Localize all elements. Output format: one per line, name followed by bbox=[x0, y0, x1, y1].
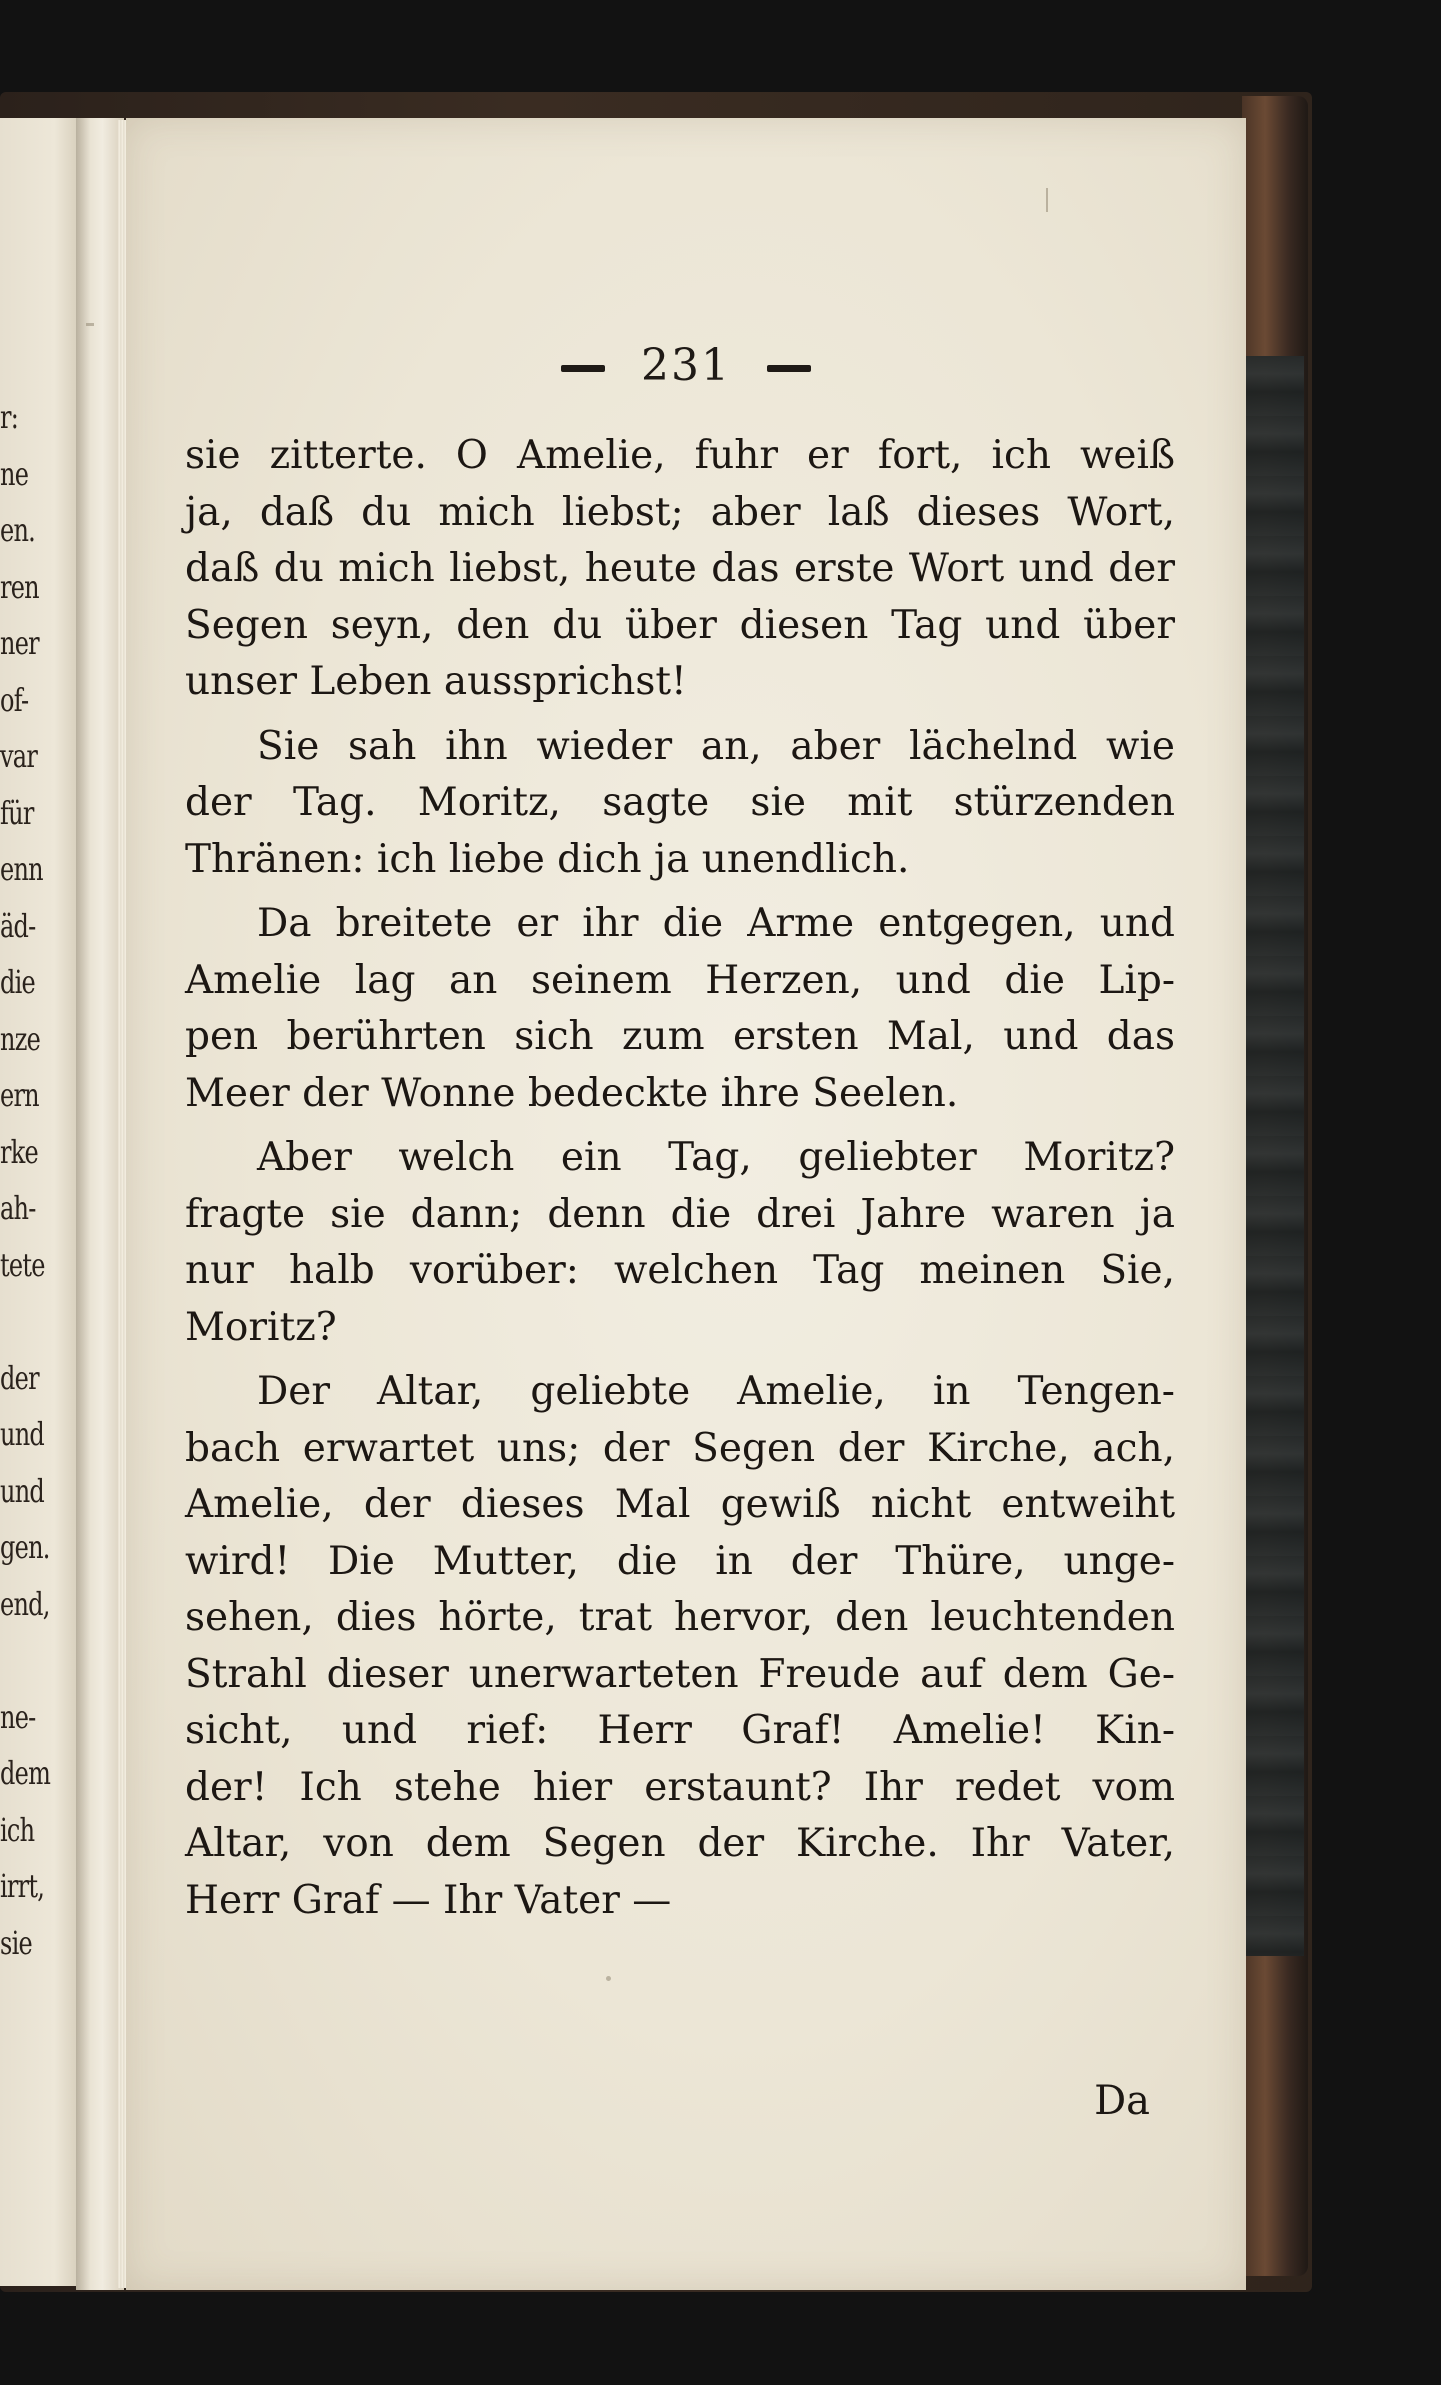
text-line: der Tag. Moritz, sagte sie mit stürzenden bbox=[185, 780, 1175, 825]
text-line: Amelie lag an seinem Herzen, und die Lip- bbox=[185, 957, 1175, 1003]
book-cover-edge bbox=[1242, 96, 1308, 2276]
text-line: Strahl dieser unerwarteten Freude auf dem Ge- bbox=[185, 1651, 1175, 1697]
text-line: Altar, von dem Segen der Kirche. Ihr Vater, bbox=[185, 1821, 1175, 1866]
paper-speck bbox=[1046, 188, 1048, 212]
paper-speck bbox=[86, 323, 94, 326]
text-line: nur halb vorüber: welchen Tag meinen Sie, bbox=[185, 1248, 1175, 1293]
previous-page-line-end: rke bbox=[0, 1132, 38, 1171]
text-line: unser Leben aussprichst! bbox=[185, 659, 687, 704]
previous-page-line-end: nze bbox=[0, 1019, 41, 1058]
text-line: ja, daß du mich liebst; aber laß dieses Wort, bbox=[185, 489, 1175, 535]
previous-page-line-end: en. bbox=[0, 511, 36, 549]
previous-page-line-end: die bbox=[0, 963, 35, 1001]
text-line: Segen seyn, den du über diesen Tag und über bbox=[185, 602, 1175, 648]
previous-page-line-end: ne bbox=[0, 454, 29, 493]
text-line: Aber welch ein Tag, geliebter Moritz? bbox=[257, 1135, 1175, 1180]
page-number: 231 bbox=[641, 340, 731, 391]
header-dash-right bbox=[767, 365, 811, 372]
text-line: Da breitete er ihr die Arme entgegen, und bbox=[257, 901, 1175, 946]
text-line: daß du mich liebst, heute das erste Wort und der bbox=[185, 546, 1175, 591]
previous-page-line-end: tete bbox=[0, 1245, 45, 1284]
text-line: fragte sie dann; denn die drei Jahre waren ja bbox=[185, 1191, 1175, 1237]
paper-speck bbox=[606, 1976, 611, 1981]
previous-page-line-ends bbox=[0, 118, 78, 2286]
text-line: Sie sah ihn wieder an, aber lächelnd wie bbox=[257, 723, 1175, 769]
previous-page-line-end: var bbox=[0, 737, 38, 775]
previous-page-line-end: ner bbox=[0, 624, 39, 662]
previous-page-line-end: r: bbox=[0, 398, 19, 436]
paragraph bbox=[185, 896, 1175, 1122]
previous-page-line-end: für bbox=[0, 793, 34, 832]
previous-page-line-end: und bbox=[0, 1471, 45, 1510]
text-line: Der Altar, geliebte Amelie, in Tengen- bbox=[257, 1369, 1175, 1414]
previous-page-line-end: irrt, bbox=[0, 1867, 45, 1905]
text-line: der! Ich stehe hier erstaunt? Ihr redet vom bbox=[185, 1764, 1175, 1810]
page-number-header bbox=[126, 340, 1246, 391]
previous-page-edge bbox=[0, 118, 78, 2286]
catchword: Da bbox=[1094, 2078, 1150, 2124]
previous-page-line-end: ah- bbox=[0, 1189, 36, 1227]
text-line: Amelie, der dieses Mal gewiß nicht entweiht bbox=[185, 1482, 1175, 1527]
text-line: wird! Die Mutter, die in der Thüre, unge- bbox=[185, 1538, 1175, 1584]
paragraph bbox=[185, 719, 1175, 889]
text-line: sehen, dies hörte, trat hervor, den leuchtenden bbox=[185, 1595, 1175, 1640]
paragraph bbox=[185, 1130, 1175, 1356]
previous-page-line-end: ich bbox=[0, 1810, 35, 1849]
page-body-text bbox=[185, 428, 1175, 1937]
text-line: Meer der Wonne bedeckte ihre Seelen. bbox=[185, 1070, 959, 1116]
previous-page-line-end: ren bbox=[0, 567, 39, 606]
page-gutter bbox=[76, 118, 124, 2290]
previous-page-line-end: of- bbox=[0, 680, 29, 719]
previous-page-line-end: und bbox=[0, 1415, 45, 1453]
paragraph bbox=[185, 1364, 1175, 1929]
text-line: sicht, und rief: Herr Graf! Amelie! Kin- bbox=[185, 1708, 1175, 1753]
paragraph bbox=[185, 428, 1175, 711]
previous-page-line-end: dem bbox=[0, 1754, 51, 1792]
book-page bbox=[126, 118, 1246, 2290]
text-line: Herr Graf — Ihr Vater — bbox=[185, 1877, 672, 1923]
text-line: Moritz? bbox=[185, 1304, 337, 1350]
header-dash-left bbox=[561, 365, 605, 372]
previous-page-line-end: der bbox=[0, 1358, 39, 1397]
text-line: Thränen: ich liebe dich ja unendlich. bbox=[185, 836, 910, 882]
text-line: pen berührten sich zum ersten Mal, und das bbox=[185, 1014, 1175, 1059]
previous-page-line-end: ne- bbox=[0, 1697, 36, 1736]
previous-page-line-end: sie bbox=[0, 1923, 32, 1962]
previous-page-line-end: ern bbox=[0, 1076, 39, 1114]
previous-page-line-end: enn bbox=[0, 850, 43, 888]
text-line: sie zitterte. O Amelie, fuhr er fort, ich weiß bbox=[185, 433, 1175, 478]
previous-page-line-end: end, bbox=[0, 1584, 50, 1623]
leather-spine-texture bbox=[1246, 356, 1304, 1956]
text-line: bach erwartet uns; der Segen der Kirche, ach, bbox=[185, 1425, 1175, 1471]
previous-page-line-end: äd- bbox=[0, 906, 36, 945]
previous-page-line-end: gen. bbox=[0, 1528, 50, 1566]
